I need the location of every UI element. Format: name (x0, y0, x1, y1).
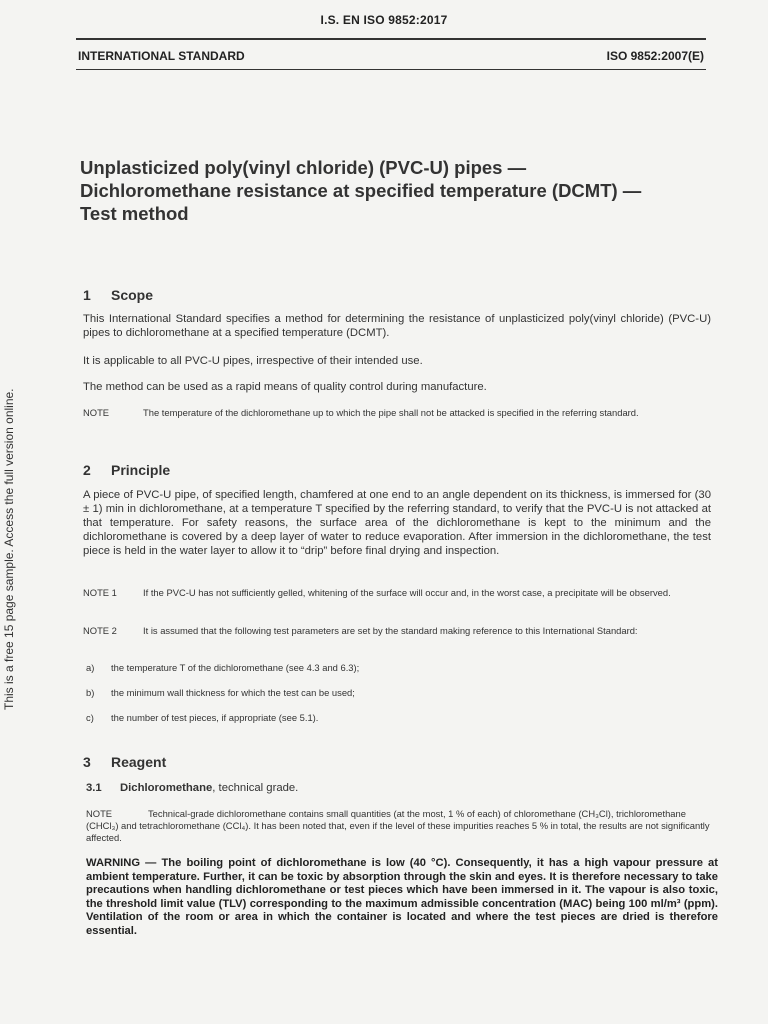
warning-paragraph: WARNING — The boiling point of dichloromethane is low (40 °C). Consequently, it has a high vapour pressure at ambient temperature. Further, it can be toxic by absorption through the skin and eyes. It is therefore necessary to take precautions when handling dichloromethane or test pieces which have been immersed in it. The vapour is also toxic, the threshold limit value (TLV) corresponding to the maximum admissible concentration (MAC) being 100 ml/m³ (ppm). Ventilation of the room or area in which the container is located and where the test pieces are dried is therefore essential. (86, 857, 718, 937)
header-left: INTERNATIONAL STANDARD (78, 49, 245, 63)
note-text: If the PVC-U has not sufficiently gelled, whitening of the surface will occur and, in the worst case, a precipitate will be observed. (143, 587, 671, 598)
running-header (78, 49, 704, 63)
title-line-1: Unplasticized poly(vinyl chloride) (PVC-U) pipes — (80, 157, 527, 178)
principle-note-1 (83, 587, 713, 599)
subclause-term: Dichloromethane (120, 782, 213, 794)
note-label: NOTE 2 (83, 625, 117, 636)
section-title: Scope (111, 287, 154, 303)
section-title: Reagent (111, 754, 167, 770)
title-line-2: Dichloromethane resistance at specified temperature (DCMT) — (80, 180, 642, 201)
list-marker: a) (86, 662, 95, 673)
note-text: It is assumed that the following test parameters are set by the standard making reference to this International Standard: (143, 625, 638, 636)
subclause-3-1 (86, 782, 298, 794)
section-number: 1 (83, 287, 91, 303)
header-rule-top (76, 38, 706, 40)
note-text: The temperature of the dichloromethane up to which the pipe shall not be attacked is specified in the referring standard. (143, 407, 639, 418)
header-rule-bottom (76, 69, 706, 70)
scope-paragraph-1: This International Standard specifies a method for determining the resistance of unplasticized poly(vinyl chloride) (PVC-U) pipes to dichloromethane at a specified temperature (DCMT). (83, 313, 711, 339)
list-text: the temperature T of the dichloromethane (see 4.3 and 6.3); (111, 662, 360, 673)
header-right: ISO 9852:2007(E) (606, 49, 704, 63)
list-text: the minimum wall thickness for which the test can be used; (111, 687, 355, 698)
section-reagent-heading (83, 754, 166, 770)
document-id: I.S. EN ISO 9852:2017 (320, 13, 448, 27)
scope-note (83, 407, 713, 419)
sample-watermark-text: This is a free 15 page sample. Access the full version online. (2, 388, 16, 710)
note-text: Technical-grade dichloromethane contains small quantities (at the most, 1 % of each) of chloromethane (CH₃Cl), trichloromethane (CHCl₃) and tetrachloromethane (CCl₄). It has been noted that, even if the level of these impurities reaches 5 % in total, the results are not significantly affected. (86, 808, 710, 843)
section-principle-heading (83, 462, 170, 478)
list-item (86, 712, 318, 723)
section-number: 2 (83, 462, 91, 478)
subclause-rest: , technical grade. (212, 782, 299, 794)
subclause-number: 3.1 (86, 782, 102, 794)
section-number: 3 (83, 754, 91, 770)
principle-paragraph: A piece of PVC-U pipe, of specified length, chamfered at one end to an angle dependent on its thickness, is immersed for (30 ± 1) min in dichloromethane, at a temperature T specified by the referring standard, to verify that the PVC-U is not attacked at that temperature. For safety reasons, the surface area of the dichloromethane is kept to the minimum and the dichloromethane is covered by a deep layer of water to reduce evaporation. After immersion in the dichloromethane, the test piece is held in the water layer to allow it to “drip” before final drying and inspection. (83, 489, 711, 557)
section-scope-heading (83, 287, 153, 303)
list-item (86, 687, 355, 698)
list-marker: c) (86, 712, 94, 723)
section-title: Principle (111, 462, 171, 478)
title-line-3: Test method (80, 203, 189, 224)
note-label: NOTE (83, 407, 110, 418)
note-label: NOTE 1 (83, 587, 117, 598)
list-text: the number of test pieces, if appropriate (see 5.1). (111, 712, 319, 723)
list-item (86, 662, 359, 673)
document-title (80, 156, 720, 225)
scope-paragraph-2: It is applicable to all PVC-U pipes, irrespective of their intended use. (83, 355, 423, 367)
list-marker: b) (86, 687, 95, 698)
note-label: NOTE (86, 808, 113, 819)
scope-paragraph-3: The method can be used as a rapid means of quality control during manufacture. (83, 381, 487, 393)
reagent-note (86, 808, 716, 844)
principle-note-2 (83, 625, 713, 637)
